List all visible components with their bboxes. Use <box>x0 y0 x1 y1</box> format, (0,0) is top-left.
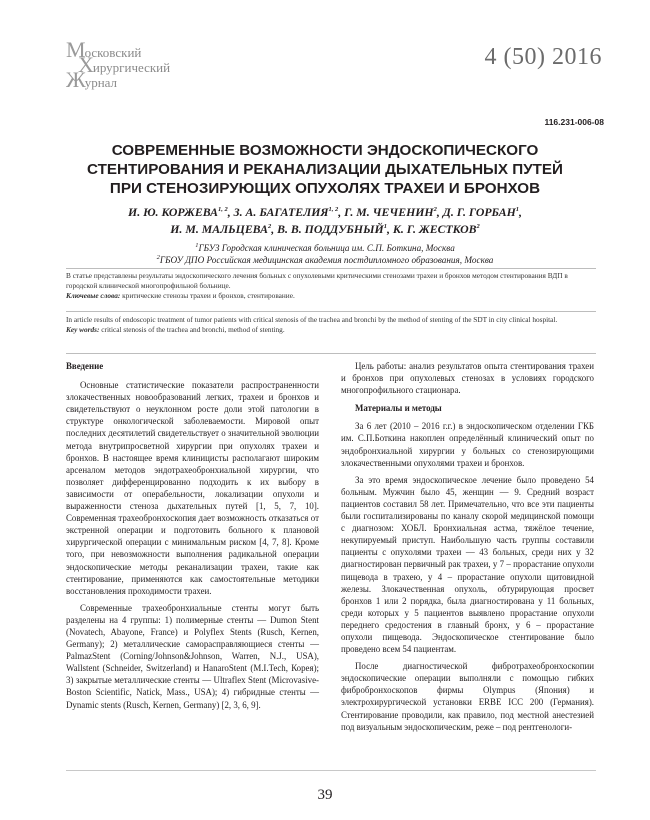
author-name: И. М. МАЛЬЦЕВА <box>170 222 268 236</box>
author-sep: , <box>338 205 345 219</box>
logo-initial-zh: Ж <box>66 67 86 92</box>
abstract-ru-text: В статье представлены результаты эндоскопического лечения больных с опухолевыми критическими стенозами трахеи и бронхов методом стентирования ВДП в городской клинической многопрофильной больнице. <box>66 271 568 290</box>
affiliation-text: ГБУЗ Городская клиническая больница им. С.П. Боткина, Москва <box>198 243 455 253</box>
page-number: 39 <box>317 787 333 803</box>
author-sep: , <box>386 222 393 236</box>
author-affil-mark: 1 <box>515 206 520 214</box>
author-name: З. А. БАГАТЕЛИЯ <box>233 205 329 219</box>
footer-rule <box>66 770 596 771</box>
author-sep: , <box>227 205 234 219</box>
author-affil-mark: 1, 2 <box>218 206 228 214</box>
author-name: В. В. ПОДДУБНЫЙ <box>277 222 384 236</box>
paragraph: За это время эндоскопическое лечение было проведено 54 больным. Мужчин было 45, женщин — 9. Средний возраст пациентов составил 58 лет. Примечательно, что все эти пациенты были госпитализированы по каналу скорой медицинской помощи с диагнозом: ХОБЛ. Бронхиальная астма, тяжёлое течение, некупируемый приступ. Наибольшую часть группы составили пациенты с опухолями трахеи — 43 больных, среди них у 32 диагностирован первичный рак трахеи, у 7 – прорастание опухоли пищевода в трахею, у 4 – прорастание опухоли щитовидной железы. Злокачественная опухоль, обтурирующая просвет бронхов 1 или 2 порядка, была диагностирована у 11 больных, среди которых у 5 пациентов выявлено прорастание опухоли переднего средостения в главный бронх, у 6 – прорастание опухоли пищевода. Эндоскопическое стентирование было проведено всем 54 пациентам. <box>341 474 594 655</box>
author-sep: , <box>436 205 443 219</box>
left-column <box>66 360 319 711</box>
author-sep: , <box>519 205 522 219</box>
section-heading-intro: Введение <box>66 361 104 371</box>
abstract-ru <box>66 271 596 301</box>
author-name: Г. М. ЧЕЧЕНИН <box>344 205 434 219</box>
author-affil-mark: 1 <box>383 223 387 231</box>
logo-initial-m: М <box>66 37 86 62</box>
affiliations <box>0 242 650 266</box>
paragraph: После диагностической фибротрахеобронхоскопии эндоскопические операции выполняли с помощью гибких фибробронхоскопов фирмы Olympus (Япония) и электрохирургической установки ERBE ICC 200 (Германия). Стентирование проводили, как правило, под местной анестезией под визуальным эндоскопическим, реже – под рентгенологи- <box>341 661 594 732</box>
title-line: СТЕНТИРОВАНИЯ И РЕКАНАЛИЗАЦИИ ДЫХАТЕЛЬНЫХ ПУТЕЙ <box>87 161 563 178</box>
section-heading-methods: Материалы и методы <box>355 403 442 414</box>
divider <box>66 311 596 312</box>
affiliation-mark: 1 <box>195 241 199 249</box>
logo-line-2: ирургический <box>92 60 171 75</box>
author-affil-mark: 2 <box>433 206 437 214</box>
keywords-ru <box>66 291 596 301</box>
author-affil-mark: 2 <box>476 223 480 231</box>
author-name: К. Г. ЖЕСТКОВ <box>392 222 477 236</box>
logo-initial-h: Х <box>78 52 94 77</box>
author-line-2 <box>0 221 650 238</box>
title-line: СОВРЕМЕННЫЕ ВОЗМОЖНОСТИ ЭНДОСКОПИЧЕСКОГО <box>111 142 539 159</box>
abstract-en-text: In article results of endoscopic treatment of tumor patients with critical stenosis of the trachea and bronchi by the method of stenting of the SDT in city clinical hospital. <box>66 315 558 324</box>
paragraph: Основные статистические показатели распространенности злокачественных новообразований легких, трахеи и бронхов и свидетельствуют о неуклонном росте доли этой патологии в структуре онкологической заболеваемости. Мировой опыт последних десятилетий свидетельствует о значительной эволюции метода внутрипросветной хирургии при опухолях трахеи и бронхов. В настоящее время клиницисты располагают широким арсеналом методов эндотрахеобронхиальной хирургии, что позволяет дифференцированно подходить к их выбору в зависимости от операбельности, локализации опухоли и выраженности стеноза дыхательных путей [1, 5, 7, 10]. Современная трахеобронхоскопия дает возможность отказаться от экстренной операции и подготовить больного к плановой хирургической операции с минимальным риском [4, 7, 8]. Кроме того, при невозможности выполнения радикальной операции эндоскопические методы реканализации трахеи, такие как стентирование, применяются как самостоятельные методики восстановления проходимости трахеи. <box>66 380 319 596</box>
keywords-label: Ключевые слова: <box>66 291 121 300</box>
divider <box>66 353 596 354</box>
keywords-label: Key words: <box>66 325 100 334</box>
udc-code: 116.231-006-08 <box>544 117 604 127</box>
author-affil-mark: 2 <box>267 223 272 231</box>
author-line-1 <box>0 204 650 221</box>
keywords-text: критические стенозы трахеи и бронхов, стентирование. <box>120 291 295 300</box>
paragraph: За 6 лет (2010 – 2016 г.г.) в эндоскопическом отделении ГКБ им. С.П.Боткина накоплен определённый клинический опыт по эндобронхиальной хирургии у больных со стенозирующими злокачественными опухолями трахеи и бронхов. <box>341 421 594 468</box>
affiliation-2 <box>0 254 650 266</box>
article-title <box>0 141 650 198</box>
issue-number: 4 (50) 2016 <box>484 44 602 70</box>
title-line: ПРИ СТЕНОЗИРУЮЩИХ ОПУХОЛЯХ ТРАХЕИ И БРОНХОВ <box>109 180 541 197</box>
affiliation-text: ГБОУ ДПО Российская медицинская академия постдипломного образования, Москва <box>159 255 494 265</box>
author-sep: , <box>271 222 278 236</box>
keywords-en <box>66 325 596 335</box>
right-column <box>341 360 594 733</box>
divider <box>66 268 596 269</box>
abstract-en <box>66 315 596 335</box>
author-affil-mark: 1, 2 <box>328 206 339 214</box>
author-name: Д. Г. ГОРБАН <box>442 205 516 219</box>
affiliation-1 <box>0 242 650 254</box>
author-list <box>0 204 650 238</box>
keywords-text: critical stenosis of the trachea and bronchi, method of stenting. <box>99 325 285 334</box>
logo-line-3: урнал <box>84 75 118 90</box>
logo-line-1: осковский <box>84 45 142 60</box>
affiliation-mark: 2 <box>156 253 160 261</box>
paragraph: Современные трахеобронхиальные стенты могут быть разделены на 4 группы: 1) полимерные стенты — Dumon Stent (Novatech, Abayone, France) и Polyflex Stents (Rusch, Kernen, Germany); 2) металлические саморасправляющиеся стенты — PalmazStent (Corning/Johnson&Johnson, Warren, N.J., USA), Wallstent (Schneider, Switzerland) и HanaroStent (M.I.Tech, Корея); 3) закрытые металлические стенты — Ultraflex Stent (Microvasive-Boston Scientific, Natick, Mass., USA); 4) гибридные стенты — Dynamic stents (Rusch, Kernen, Germany) [2, 3, 6, 9]. <box>66 602 319 710</box>
goal-paragraph: Цель работы: анализ результатов опыта стентирования трахеи и бронхов при опухолевых стенозах в условиях городского многопрофильного стационара. <box>341 361 594 396</box>
author-name: И. Ю. КОРЖЕВА <box>128 205 218 219</box>
